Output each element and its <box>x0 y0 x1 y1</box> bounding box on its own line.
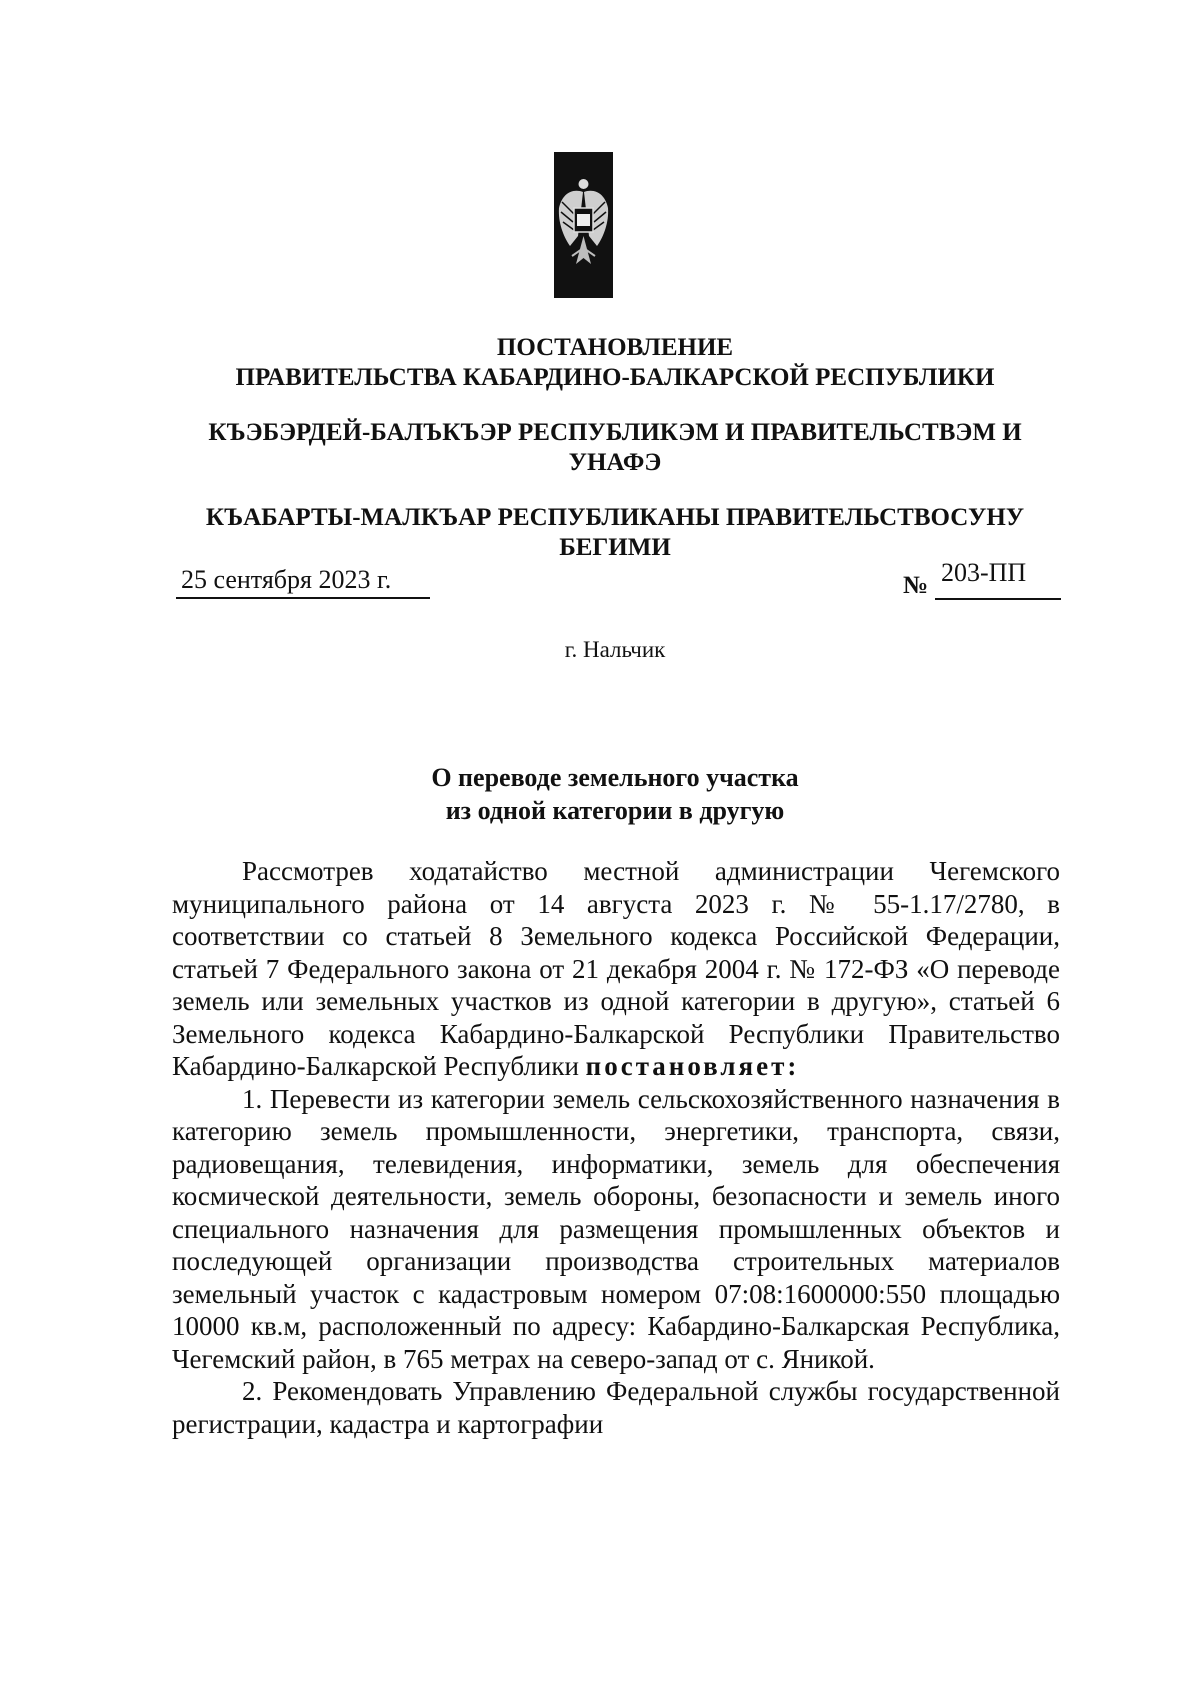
heading-line: КЪЭБЭРДЕЙ-БАЛЪКЪЭР РЕСПУБЛИКЭМ И ПРАВИТЕЛЬСТВЭМ И <box>208 419 1022 446</box>
subject-line: О переводе земельного участка <box>431 763 799 792</box>
balkar-heading <box>170 503 1060 563</box>
preamble-paragraph <box>172 855 1060 1083</box>
heading-line: ПРАВИТЕЛЬСТВА КАБАРДИНО-БАЛКАРСКОЙ РЕСПУБЛИКИ <box>235 364 995 391</box>
document-body <box>172 855 1060 1440</box>
document-number <box>903 556 1061 602</box>
decree-word: постановляет: <box>585 1051 800 1081</box>
heading-line: БЕГИМИ <box>559 534 671 561</box>
number-value: 203-ПП <box>935 556 1061 600</box>
kabardian-heading <box>170 418 1060 478</box>
city-label: г. Нальчик <box>564 637 666 662</box>
number-sign: № <box>903 572 929 599</box>
item-1-paragraph: 1. Перевести из категории земель сельскохозяйственного назначения в категорию земель промышленности, энергетики, транспорта, связи, радиовещания, телевидения, информатики, земель для обеспечения космической деятельности, земель обороны, безопасности и земель иного специального назначения для размещения промышленных объектов и последующей организации производства строительных материалов земельный участок с кадастровым номером 07:08:1600000:550 площадью 10000 кв.м, расположенный по адресу: Кабардино-Балкарская Республика, Чегемский район, в 765 метрах на северо-запад от с. Яникой. <box>172 1083 1060 1374</box>
subject-line: из одной категории в другую <box>445 796 785 825</box>
heading-line: УНАФЭ <box>568 449 662 476</box>
document-subject <box>170 761 1060 827</box>
heading-line: ПОСТАНОВЛЕНИЕ <box>496 334 734 361</box>
document-type-heading <box>170 333 1060 393</box>
document-date: 25 сентября 2023 г. <box>176 563 430 599</box>
coat-of-arms-icon <box>554 152 613 298</box>
preamble-text: Рассмотрев ходатайство местной администрации Чегемского муниципального района от 14 августа 2023 г. № 55-1.17/2780, в соответствии со статьей 8 Земельного кодекса Российской Федерации, статьей 7 Федерального закона от 21 декабря 2004 г. № 172-ФЗ «О переводе земель или земельных участков из одной категории в другую», статьей 6 Земельного кодекса Кабардино-Балкарской Республики Правительство Кабардино-Балкарской Республики <box>172 856 1060 1081</box>
heading-line: КЪАБАРТЫ-МАЛКЪАР РЕСПУБЛИКАНЫ ПРАВИТЕЛЬСТВОСУНУ <box>205 504 1025 531</box>
item-2-paragraph: 2. Рекомендовать Управлению Федеральной службы государственной регистрации, кадастра и картографии <box>172 1376 1060 1439</box>
